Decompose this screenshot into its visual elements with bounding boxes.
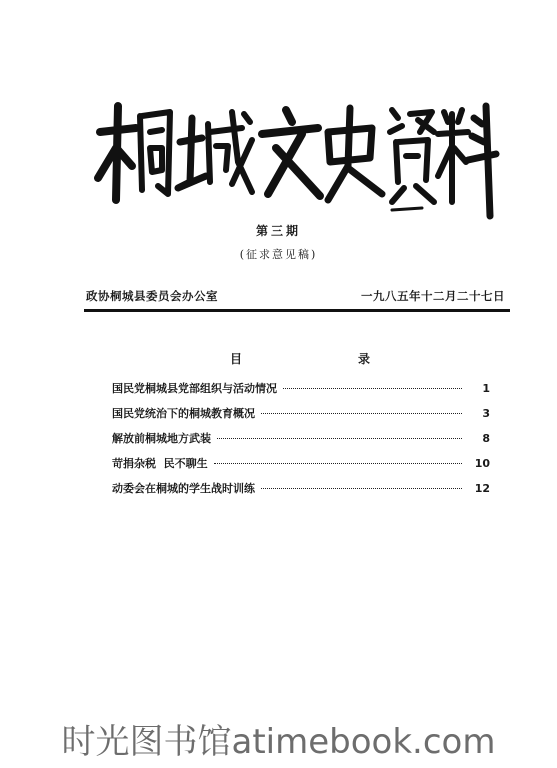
toc-entry [112, 480, 490, 505]
issue-number: 第三期 [255, 224, 301, 238]
toc-entry-page: 8 [482, 432, 490, 445]
toc-entry-title: 苛捐杂税 民不聊生 [112, 457, 208, 470]
toc-entry [112, 430, 490, 455]
toc-heading [230, 350, 370, 367]
toc-entry [112, 405, 490, 430]
toc-heading-right: 录 [357, 352, 370, 366]
toc-entry-title: 国民党统治下的桐城教育概况 [112, 407, 255, 420]
table-of-contents [112, 380, 490, 505]
calligraphy-title-logo [92, 92, 502, 222]
dot-leader [261, 488, 462, 489]
calligraphy-title [92, 92, 502, 222]
watermark: 时光图书馆atimebook.com [61, 722, 496, 762]
toc-entry-title: 动委会在桐城的学生战时训练 [112, 482, 255, 495]
header-rule [84, 309, 510, 312]
toc-entry-page: 12 [474, 482, 490, 495]
dot-leader [261, 413, 462, 414]
toc-entry-page: 10 [474, 457, 490, 470]
toc-entry-page: 1 [482, 382, 490, 395]
draft-note: (征求意见稿) [239, 248, 318, 261]
dot-leader [214, 463, 462, 464]
issue-date: 一九八五年十二月二十七日 [361, 289, 505, 303]
toc-entry-title: 解放前桐城地方武装 [112, 432, 211, 445]
toc-entry [112, 380, 490, 405]
dot-leader [217, 438, 462, 439]
toc-entry [112, 455, 490, 480]
dot-leader [283, 388, 462, 389]
toc-heading-left: 目 [230, 352, 243, 366]
issuer: 政协桐城县委员会办公室 [86, 289, 218, 303]
toc-entry-title: 国民党桐城县党部组织与活动情况 [112, 382, 277, 395]
toc-entry-page: 3 [482, 407, 490, 420]
